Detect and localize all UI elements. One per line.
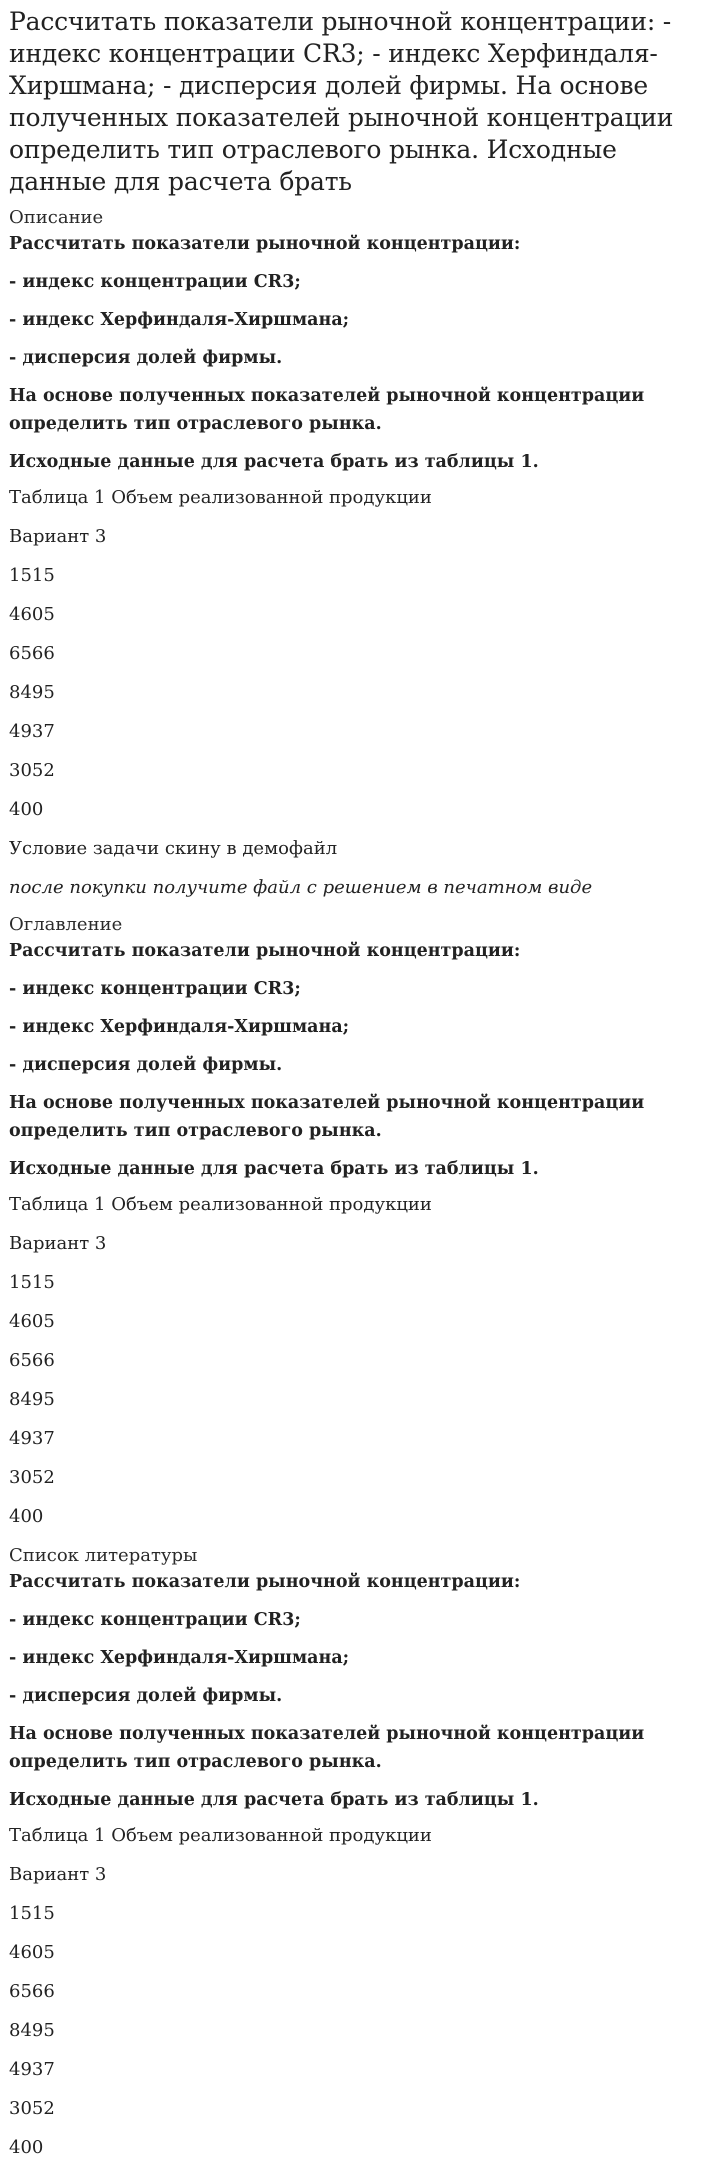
value-item: 8495 — [9, 682, 55, 703]
task-source: Исходные данные для расчета брать из таблицы 1. — [9, 1159, 539, 1179]
task-item-cr3: - индекс концентрации CR3; — [9, 1610, 301, 1630]
table-caption: Таблица 1 Объем реализованной продукции — [9, 1194, 432, 1215]
value-item: 6566 — [9, 643, 55, 664]
task-heading: Рассчитать показатели рыночной концентрации: — [9, 941, 521, 961]
value-item: 3052 — [9, 760, 55, 781]
task-item-hhi: - индекс Херфиндаля-Хиршмана; — [9, 1648, 350, 1668]
task-item-hhi: - индекс Херфиндаля-Хиршмана; — [9, 1017, 350, 1037]
task-item-cr3: - индекс концентрации CR3; — [9, 272, 301, 292]
value-item: 3052 — [9, 1467, 55, 1488]
task-heading: Рассчитать показатели рыночной концентрации: — [9, 234, 521, 254]
table-caption: Таблица 1 Объем реализованной продукции — [9, 1825, 432, 1846]
value-item: 3052 — [9, 2098, 55, 2119]
task-source: Исходные данные для расчета брать из таблицы 1. — [9, 452, 539, 472]
variant-label: Вариант 3 — [9, 526, 107, 547]
task-conclusion: На основе полученных показателей рыночной концентрации определить тип отраслевого рынка. — [9, 1724, 645, 1772]
value-item: 4937 — [9, 721, 55, 742]
value-item: 4937 — [9, 2059, 55, 2080]
contents-label: Оглавление — [9, 914, 123, 935]
task-source: Исходные данные для расчета брать из таблицы 1. — [9, 1790, 539, 1810]
value-item: 1515 — [9, 565, 55, 586]
task-item-dispersion: - дисперсия долей фирмы. — [9, 1055, 283, 1075]
value-item: 4605 — [9, 1942, 55, 1963]
value-item: 1515 — [9, 1272, 55, 1293]
value-item: 400 — [9, 1506, 44, 1527]
value-item: 6566 — [9, 1981, 55, 2002]
variant-label: Вариант 3 — [9, 1233, 107, 1254]
value-item: 8495 — [9, 1389, 55, 1410]
value-item: 4605 — [9, 1311, 55, 1332]
value-item: 400 — [9, 2137, 44, 2158]
contents-section — [9, 913, 692, 1529]
task-item-hhi: - индекс Херфиндаля-Хиршмана; — [9, 310, 350, 330]
variant-label: Вариант 3 — [9, 1864, 107, 1885]
task-item-cr3: - индекс концентрации CR3; — [9, 979, 301, 999]
value-item: 8495 — [9, 2020, 55, 2041]
literature-section — [9, 1544, 692, 2160]
value-item: 1515 — [9, 1903, 55, 1924]
literature-label: Список литературы — [9, 1545, 198, 1566]
purchase-note: после покупки получите файл с решением в печатном виде — [9, 877, 593, 898]
task-conclusion: На основе полученных показателей рыночной концентрации определить тип отраслевого рынка. — [9, 1093, 645, 1141]
value-item: 4605 — [9, 604, 55, 625]
task-conclusion: На основе полученных показателей рыночной концентрации определить тип отраслевого рынка. — [9, 386, 645, 434]
demo-file-note: Условие задачи скину в демофайл — [9, 838, 338, 859]
value-item: 4937 — [9, 1428, 55, 1449]
table-caption: Таблица 1 Объем реализованной продукции — [9, 487, 432, 508]
task-heading: Рассчитать показатели рыночной концентрации: — [9, 1572, 521, 1592]
page-title: Рассчитать показатели рыночной концентрации: - индекс концентрации CR3; - индекс Херфиндаля-Хиршмана; - дисперсия долей фирмы. На основе полученных показателей рыночной концентрации определить тип отраслевого рынка. Исходные данные для расчета брать — [9, 7, 674, 196]
description-label: Описание — [9, 207, 104, 228]
value-item: 6566 — [9, 1350, 55, 1371]
value-item: 400 — [9, 799, 44, 820]
description-section — [9, 206, 692, 900]
task-item-dispersion: - дисперсия долей фирмы. — [9, 348, 283, 368]
task-item-dispersion: - дисперсия долей фирмы. — [9, 1686, 283, 1706]
